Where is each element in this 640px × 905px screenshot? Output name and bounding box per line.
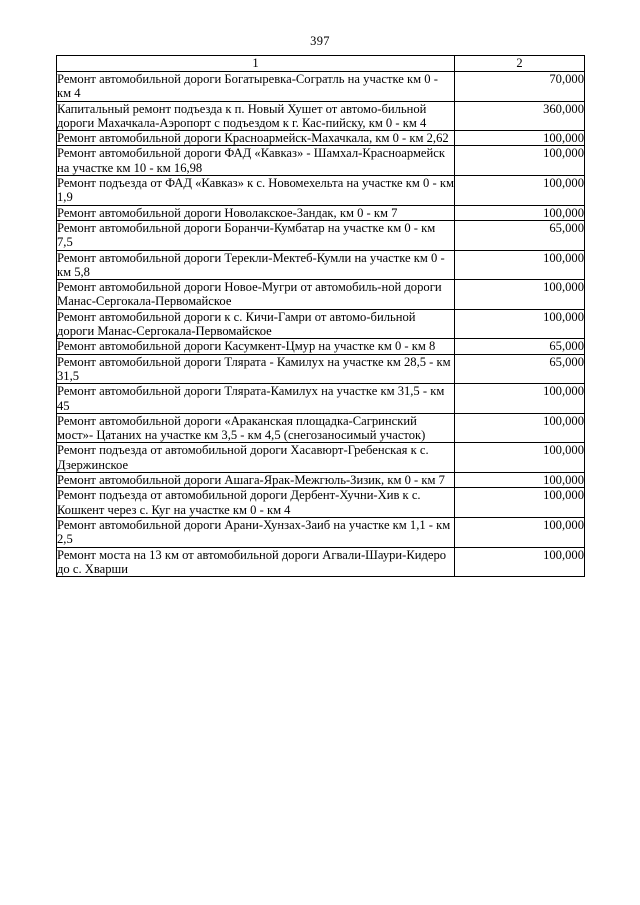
row-amount: 65,000 xyxy=(455,339,585,354)
row-description: Ремонт автомобильной дороги Тлярата - Камилух на участке км 28,5 - км 31,5 xyxy=(57,354,455,384)
row-amount: 100,000 xyxy=(455,547,585,577)
row-amount: 100,000 xyxy=(455,176,585,206)
row-description: Ремонт автомобильной дороги Терекли-Мектеб-Кумли на участке км 0 - км 5,8 xyxy=(57,250,455,280)
table-row xyxy=(57,413,585,443)
row-amount: 100,000 xyxy=(455,413,585,443)
table-body xyxy=(57,72,585,577)
row-description: Ремонт автомобильной дороги Красноармейск-Махачкала, км 0 - км 2,62 xyxy=(57,131,455,146)
table-row xyxy=(57,146,585,176)
row-amount: 65,000 xyxy=(455,354,585,384)
row-description: Ремонт подъезда от автомобильной дороги Дербент-Хучни-Хив к с. Кошкент через с. Куг на участке км 0 - км 4 xyxy=(57,488,455,518)
row-description: Ремонт автомобильной дороги Арани-Хунзах-Заиб на участке км 1,1 - км 2,5 xyxy=(57,517,455,547)
page-number: 397 xyxy=(310,34,330,48)
row-amount: 100,000 xyxy=(455,250,585,280)
row-amount: 70,000 xyxy=(455,72,585,102)
row-amount: 100,000 xyxy=(455,384,585,414)
column-header-2: 2 xyxy=(455,56,585,72)
table-row xyxy=(57,220,585,250)
table-row xyxy=(57,280,585,310)
row-description: Ремонт автомобильной дороги Новое-Мугри от автомобиль-ной дороги Манас-Сергокала-Первомайское xyxy=(57,280,455,310)
budget-table xyxy=(56,55,585,577)
row-amount: 100,000 xyxy=(455,205,585,220)
table-row xyxy=(57,354,585,384)
row-amount: 100,000 xyxy=(455,309,585,339)
row-amount: 100,000 xyxy=(455,146,585,176)
table-row xyxy=(57,473,585,488)
row-description: Ремонт автомобильной дороги Богатыревка-Согратль на участке км 0 - км 4 xyxy=(57,72,455,102)
table-row xyxy=(57,176,585,206)
row-description: Ремонт автомобильной дороги к с. Кичи-Гамри от автомо-бильной дороги Манас-Сергокала-Первомайское xyxy=(57,309,455,339)
row-description: Ремонт автомобильной дороги Тлярата-Камилух на участке км 31,5 - км 45 xyxy=(57,384,455,414)
table-row xyxy=(57,488,585,518)
row-description: Ремонт автомобильной дороги Новолакское-Зандак, км 0 - км 7 xyxy=(57,205,455,220)
row-amount: 100,000 xyxy=(455,473,585,488)
row-amount: 100,000 xyxy=(455,517,585,547)
row-description: Ремонт автомобильной дороги «Араканская площадка-Сагринский мост»- Цатаних на участке км 3,5 - км 4,5 (снегозаносимый участок) xyxy=(57,413,455,443)
row-amount: 360,000 xyxy=(455,101,585,131)
row-amount: 100,000 xyxy=(455,280,585,310)
row-description: Ремонт автомобильной дороги ФАД «Кавказ» - Шамхал-Красноармейск на участке км 10 - км 16,98 xyxy=(57,146,455,176)
row-description: Ремонт моста на 13 км от автомобильной дороги Агвали-Шаури-Кидеро до с. Хварши xyxy=(57,547,455,577)
row-description: Ремонт автомобильной дороги Ашага-Ярак-Межгюль-Зизик, км 0 - км 7 xyxy=(57,473,455,488)
row-amount: 100,000 xyxy=(455,488,585,518)
table-row xyxy=(57,547,585,577)
table-row xyxy=(57,101,585,131)
table-row xyxy=(57,131,585,146)
row-description: Ремонт подъезда от ФАД «Кавказ» к с. Новомехельта на участке км 0 - км 1,9 xyxy=(57,176,454,205)
row-amount: 65,000 xyxy=(455,220,585,250)
row-description: Ремонт автомобильной дороги Касумкент-Цмур на участке км 0 - км 8 xyxy=(57,339,455,354)
table-header-row xyxy=(57,56,585,72)
table-row xyxy=(57,309,585,339)
table-row xyxy=(57,517,585,547)
table-row xyxy=(57,443,585,473)
table-row xyxy=(57,339,585,354)
table-row xyxy=(57,250,585,280)
column-header-1: 1 xyxy=(57,56,455,72)
row-amount: 100,000 xyxy=(455,443,585,473)
table-row xyxy=(57,384,585,414)
row-amount: 100,000 xyxy=(455,131,585,146)
row-description: Капитальный ремонт подъезда к п. Новый Хушет от автомо-бильной дороги Махачкала-Аэропорт с подъездом к г. Кас-пийску, км 0 - км 4 xyxy=(57,101,455,131)
table-header xyxy=(57,56,585,72)
row-description: Ремонт автомобильной дороги Боранчи-Кумбатар на участке км 0 - км 7,5 xyxy=(57,220,455,250)
table-row xyxy=(57,205,585,220)
row-description: Ремонт подъезда от автомобильной дороги Хасавюрт-Гребенская к с. Дзержинское xyxy=(57,443,455,473)
table-row xyxy=(57,72,585,102)
